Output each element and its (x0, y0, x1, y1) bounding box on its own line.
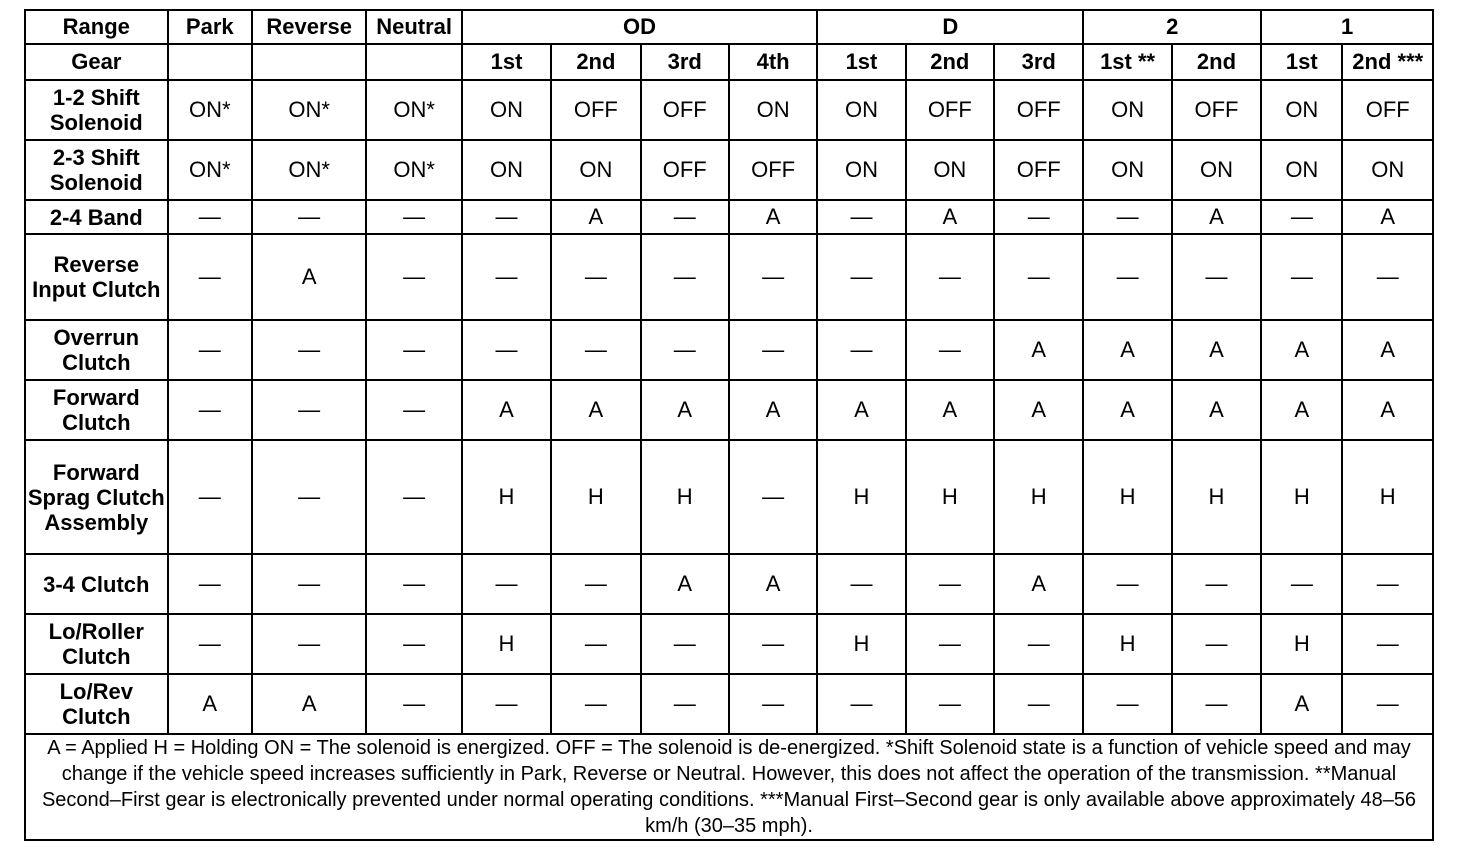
table-cell: OFF (641, 140, 729, 200)
table-cell: — (366, 380, 461, 440)
table-cell: ON (1083, 80, 1171, 140)
table-cell: A (252, 674, 366, 734)
table-cell: — (366, 554, 461, 614)
table-cell: — (1083, 554, 1171, 614)
row-label: Lo/Roller Clutch (25, 614, 168, 674)
table-cell: — (1342, 614, 1433, 674)
table-cell: A (462, 380, 551, 440)
table-cell: ON (462, 140, 551, 200)
table-cell: — (994, 614, 1083, 674)
row-label: 2-4 Band (25, 200, 168, 234)
table-cell: — (168, 380, 252, 440)
table-cell: — (817, 200, 905, 234)
table-cell: — (551, 614, 640, 674)
row-label: 3-4 Clutch (25, 554, 168, 614)
table-cell: — (641, 614, 729, 674)
gear-od-4th: 4th (729, 44, 817, 80)
table-cell: A (641, 380, 729, 440)
table-cell: — (906, 234, 994, 320)
table-cell: — (462, 320, 551, 380)
table-cell: A (168, 674, 252, 734)
table-cell: A (994, 320, 1083, 380)
table-row (25, 140, 1433, 200)
table-cell: — (1342, 674, 1433, 734)
gear-d-2nd: 2nd (906, 44, 994, 80)
table-cell: ON* (366, 80, 461, 140)
table-cell: H (817, 440, 905, 554)
table-cell: A (906, 200, 994, 234)
table-cell: OFF (729, 140, 817, 200)
table-cell: — (729, 234, 817, 320)
table-cell: — (462, 674, 551, 734)
table-cell: — (817, 554, 905, 614)
table-row (25, 440, 1433, 554)
clutch-application-table (24, 9, 1434, 841)
table-cell: H (1172, 440, 1261, 554)
range-header-row (25, 10, 1433, 44)
table-cell: — (1172, 234, 1261, 320)
table-cell: — (366, 320, 461, 380)
row-label: 2-3 Shift Solenoid (25, 140, 168, 200)
gear-reverse (252, 44, 366, 80)
table-cell: A (729, 200, 817, 234)
table-cell: — (1342, 234, 1433, 320)
table-cell: — (994, 200, 1083, 234)
range-reverse: Reverse (252, 10, 366, 44)
table-cell: A (1083, 380, 1171, 440)
table-cell: H (1261, 440, 1342, 554)
table-cell: — (729, 320, 817, 380)
table-cell: — (168, 320, 252, 380)
table-cell: A (994, 380, 1083, 440)
range-d: D (817, 10, 1083, 44)
table-cell: H (462, 440, 551, 554)
table-cell: — (366, 234, 461, 320)
table-cell: A (551, 380, 640, 440)
table-cell: A (1172, 320, 1261, 380)
table-row (25, 320, 1433, 380)
table-cell: A (551, 200, 640, 234)
table-cell: A (1083, 320, 1171, 380)
table-cell: A (994, 554, 1083, 614)
table-cell: — (641, 200, 729, 234)
table-cell: — (462, 554, 551, 614)
table-cell: ON (1261, 80, 1342, 140)
table-cell: — (729, 614, 817, 674)
table-cell: ON (729, 80, 817, 140)
table-cell: — (366, 674, 461, 734)
range-label: Range (25, 10, 168, 44)
table-cell: — (994, 234, 1083, 320)
table-cell: A (1172, 200, 1261, 234)
gear-park (168, 44, 252, 80)
table-cell: ON (906, 140, 994, 200)
row-label: Forward Sprag Clutch Assembly (25, 440, 168, 554)
table-cell: H (1083, 440, 1171, 554)
table-cell: — (168, 440, 252, 554)
table-cell: — (1083, 200, 1171, 234)
table-cell: A (1261, 320, 1342, 380)
table-cell: — (551, 674, 640, 734)
table-cell: — (366, 614, 461, 674)
table-row (25, 200, 1433, 234)
table-cell: H (641, 440, 729, 554)
table-cell: — (168, 234, 252, 320)
table-cell: A (729, 380, 817, 440)
table-cell: OFF (551, 80, 640, 140)
table-cell: — (551, 234, 640, 320)
table-cell: A (729, 554, 817, 614)
table-cell: — (1083, 234, 1171, 320)
table-cell: A (1261, 674, 1342, 734)
range-od: OD (462, 10, 817, 44)
table-cell: ON (1083, 140, 1171, 200)
table-cell: OFF (1172, 80, 1261, 140)
gear-1-2nd: 2nd *** (1342, 44, 1433, 80)
table-cell: A (1261, 380, 1342, 440)
row-label: Reverse Input Clutch (25, 234, 168, 320)
table-cell: — (1261, 234, 1342, 320)
table-cell: — (1172, 674, 1261, 734)
table-cell: OFF (641, 80, 729, 140)
table-cell: — (252, 200, 366, 234)
table-cell: A (1172, 380, 1261, 440)
table-cell: — (1342, 554, 1433, 614)
table-cell: — (168, 614, 252, 674)
table-cell: — (1172, 614, 1261, 674)
table-cell: ON (1342, 140, 1433, 200)
range-1: 1 (1261, 10, 1433, 44)
shift-chart (24, 9, 1434, 841)
table-cell: — (551, 320, 640, 380)
table-cell: — (252, 614, 366, 674)
table-cell: OFF (1342, 80, 1433, 140)
table-row (25, 80, 1433, 140)
table-cell: — (994, 674, 1083, 734)
table-cell: H (462, 614, 551, 674)
table-cell: ON (551, 140, 640, 200)
table-cell: OFF (994, 140, 1083, 200)
row-label: 1-2 Shift Solenoid (25, 80, 168, 140)
table-cell: — (641, 320, 729, 380)
table-row (25, 234, 1433, 320)
table-cell: OFF (994, 80, 1083, 140)
table-cell: — (1172, 554, 1261, 614)
table-cell: — (551, 554, 640, 614)
table-cell: — (366, 200, 461, 234)
table-cell: — (729, 674, 817, 734)
table-cell: ON* (168, 80, 252, 140)
table-cell: ON (1261, 140, 1342, 200)
row-label: Lo/Rev Clutch (25, 674, 168, 734)
table-cell: — (817, 234, 905, 320)
table-cell: — (1261, 200, 1342, 234)
range-park: Park (168, 10, 252, 44)
table-cell: ON (817, 140, 905, 200)
table-cell: — (729, 440, 817, 554)
table-cell: H (1342, 440, 1433, 554)
footnote-row (25, 734, 1433, 840)
range-2: 2 (1083, 10, 1261, 44)
row-label: Forward Clutch (25, 380, 168, 440)
table-cell: A (1342, 200, 1433, 234)
table-cell: OFF (906, 80, 994, 140)
gear-d-1st: 1st (817, 44, 905, 80)
table-cell: — (906, 674, 994, 734)
table-cell: — (817, 674, 905, 734)
table-cell: — (168, 554, 252, 614)
gear-1-1st: 1st (1261, 44, 1342, 80)
table-cell: A (1342, 320, 1433, 380)
table-cell: A (1342, 380, 1433, 440)
table-cell: A (252, 234, 366, 320)
table-cell: — (252, 320, 366, 380)
table-cell: — (906, 320, 994, 380)
table-cell: ON (1172, 140, 1261, 200)
table-cell: — (906, 614, 994, 674)
gear-2-1st: 1st ** (1083, 44, 1171, 80)
table-cell: H (906, 440, 994, 554)
gear-od-3rd: 3rd (641, 44, 729, 80)
table-cell: H (1083, 614, 1171, 674)
table-cell: ON (462, 80, 551, 140)
table-row (25, 674, 1433, 734)
table-cell: — (641, 234, 729, 320)
table-row (25, 554, 1433, 614)
table-cell: H (551, 440, 640, 554)
table-cell: — (1261, 554, 1342, 614)
gear-od-2nd: 2nd (551, 44, 640, 80)
gear-header-row (25, 44, 1433, 80)
table-cell: — (1083, 674, 1171, 734)
table-cell: — (252, 380, 366, 440)
table-cell: — (252, 554, 366, 614)
gear-label: Gear (25, 44, 168, 80)
gear-d-3rd: 3rd (994, 44, 1083, 80)
table-cell: A (641, 554, 729, 614)
table-cell: ON* (252, 140, 366, 200)
table-cell: H (1261, 614, 1342, 674)
table-row (25, 614, 1433, 674)
table-cell: A (906, 380, 994, 440)
table-cell: ON* (252, 80, 366, 140)
table-cell: — (462, 234, 551, 320)
table-row (25, 380, 1433, 440)
table-cell: — (252, 440, 366, 554)
range-neutral: Neutral (366, 10, 461, 44)
table-cell: H (994, 440, 1083, 554)
table-cell: — (168, 200, 252, 234)
row-label: Overrun Clutch (25, 320, 168, 380)
table-cell: ON* (366, 140, 461, 200)
gear-od-1st: 1st (462, 44, 551, 80)
table-cell: ON* (168, 140, 252, 200)
table-cell: A (817, 380, 905, 440)
table-cell: — (817, 320, 905, 380)
table-cell: — (906, 554, 994, 614)
table-cell: — (462, 200, 551, 234)
table-cell: ON (817, 80, 905, 140)
footnote: A = Applied H = Holding ON = The solenoid is energized. OFF = The solenoid is de-energized. *Shift Solenoid state is a function of vehicle speed and may change if the vehicle speed increases sufficiently in Park, Reverse or Neutral. However, this does not affect the operation of the transmission. **Manual Second–First gear is electronically prevented under normal operating conditions. ***Manual First–Second gear is only available above approximately 48–56 km/h (30–35 mph). (25, 734, 1433, 840)
gear-neutral (366, 44, 461, 80)
gear-2-2nd: 2nd (1172, 44, 1261, 80)
component-rows (25, 80, 1433, 734)
table-cell: — (366, 440, 461, 554)
table-cell: — (641, 674, 729, 734)
table-cell: H (817, 614, 905, 674)
